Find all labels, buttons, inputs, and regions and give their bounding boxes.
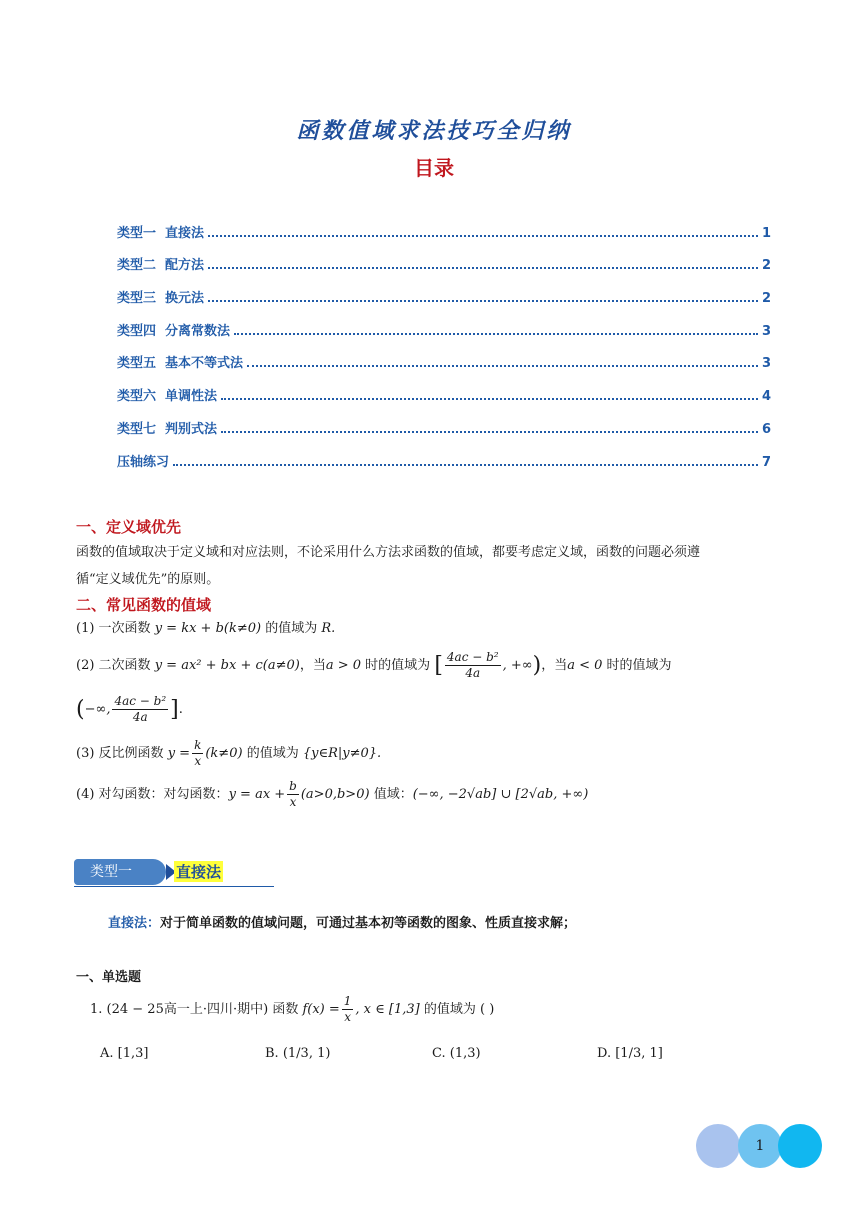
toc-item-page: 7 [761, 454, 771, 470]
fraction-denominator: 4a [465, 666, 481, 680]
math-expression: (a>0,b>0) [300, 787, 370, 802]
fraction-denominator: x [194, 754, 202, 768]
section-text-domain-first [76, 539, 796, 593]
item-text: . [178, 702, 183, 717]
toc-item-page: 3 [761, 356, 771, 372]
type-underline [74, 886, 274, 887]
toc-item-page: 1 [761, 225, 771, 241]
toc-item-label: 类型七 判别式法 [117, 421, 218, 437]
toc-item[interactable] [117, 241, 771, 274]
toc-item-label: 类型六 单调性法 [117, 389, 218, 405]
page-circle-right [778, 1124, 822, 1168]
toc-leader-dots [208, 267, 758, 269]
toc-item-label: 类型五 基本不等式法 [117, 356, 244, 372]
option-key: A. [100, 1046, 114, 1061]
math-expression: , x ∈ [1,3] [355, 1002, 420, 1017]
fraction-denominator: x [344, 1010, 351, 1024]
toc-leader-dots [234, 333, 758, 335]
item-label: (4) 对勾函数：对勾函数： [76, 787, 229, 802]
toc-item-label: 压轴练习 [117, 454, 170, 470]
toc-item-label: 类型二 配方法 [117, 258, 205, 274]
fraction-numerator: 1 [343, 994, 352, 1008]
document-title: 函数值域求法技巧全归纳 [296, 119, 572, 144]
section-heading-domain-first: 一、定义域优先 [76, 518, 182, 536]
math-expression: y = ax² + bx + c(a≠0) [154, 658, 300, 673]
item-label: (2) 二次函数 [76, 658, 151, 673]
question-section-heading: 一、单选题 [76, 970, 142, 985]
type-header [74, 858, 274, 888]
bracket-glyph: [ [434, 653, 443, 678]
fraction-numerator: 4ac − b² [114, 694, 167, 708]
toc-item[interactable] [117, 404, 771, 437]
option-c[interactable] [432, 1040, 481, 1067]
item-text: 值域： [373, 787, 413, 802]
question-text: 1. (24 − 25高一上·四川·期中) 函数 [90, 1002, 299, 1017]
option-a[interactable] [100, 1040, 149, 1067]
toc-item[interactable] [117, 306, 771, 339]
method-text: 对于简单函数的值域问题，可通过基本初等函数的图象、性质直接求解； [160, 916, 577, 931]
item-reciprocal-function [76, 738, 381, 769]
toc-item-page: 2 [761, 258, 771, 274]
math-expression: {y∈R|y≠0}. [302, 746, 382, 761]
math-expression: f(x) = [302, 1002, 340, 1017]
toc-heading: 目录 [414, 156, 454, 180]
page-number [738, 1124, 782, 1168]
type-name: 直接法 [176, 863, 222, 881]
fraction [445, 650, 501, 681]
fraction [287, 779, 299, 810]
toc-item[interactable] [117, 371, 771, 404]
math-expression: y = ax + [228, 787, 286, 802]
item-text: 的值域为 [265, 621, 318, 636]
fraction-numerator: k [194, 738, 202, 752]
option-key: D. [597, 1046, 612, 1061]
item-nike-function [76, 779, 588, 810]
option-value: (1/3, 1) [282, 1046, 331, 1061]
type-tag: 类型一 [74, 859, 166, 885]
toc-item-label: 类型一 直接法 [117, 225, 205, 241]
math-expression: (−∞, −2√ab] ∪ [2√ab, +∞) [412, 787, 589, 802]
method-description [108, 912, 576, 931]
toc-leader-dots [208, 300, 758, 302]
question-text: 的值域为 ( ) [423, 1002, 495, 1017]
fraction [112, 694, 168, 725]
question-stem [90, 994, 494, 1025]
bracket-glyph: ( [76, 697, 85, 722]
toc-item-label: 类型三 换元法 [117, 291, 205, 307]
paragraph-line: 函数的值域取决于定义域和对应法则，不论采用什么方法求函数的值域，都要考虑定义域，函数的问题必须遵 [76, 545, 701, 560]
option-b[interactable] [265, 1040, 330, 1067]
fraction [342, 994, 354, 1025]
toc-leader-dots [173, 464, 758, 466]
paragraph-line: 循“定义域优先”的原则。 [76, 572, 220, 587]
math-expression: R. [321, 621, 336, 636]
fraction [192, 738, 203, 769]
item-text: 时的值域为 [365, 658, 431, 673]
option-d[interactable] [597, 1040, 663, 1067]
item-quadratic-function [76, 650, 672, 681]
item-text: 的值域为 [246, 746, 299, 761]
fraction-denominator: x [289, 795, 297, 809]
math-expression: a > 0 [325, 658, 362, 673]
page-number-text: 1 [755, 1138, 765, 1154]
toc-leader-dots [247, 365, 758, 367]
item-label: (3) 反比例函数 [76, 746, 164, 761]
math-expression: −∞, [84, 702, 111, 717]
option-value: [1/3, 1] [615, 1046, 663, 1061]
toc-item-page: 6 [761, 421, 771, 437]
toc-leader-dots [221, 431, 758, 433]
math-expression: y = [167, 746, 191, 761]
math-expression: a < 0 [567, 658, 603, 673]
item-quadratic-function-cont [76, 694, 183, 725]
toc-item[interactable] [117, 208, 771, 241]
toc-item[interactable] [117, 273, 771, 306]
item-text: 时的值域为 [606, 658, 672, 673]
fraction-denominator: 4a [132, 710, 148, 724]
fraction-numerator: b [289, 779, 297, 793]
toc-leader-dots [208, 235, 758, 237]
page-circle-left [696, 1124, 740, 1168]
toc-item[interactable] [117, 339, 771, 372]
item-text: ，当 [541, 658, 568, 673]
bracket-glyph: ) [532, 653, 542, 678]
toc-item[interactable] [117, 437, 771, 470]
table-of-contents [117, 208, 771, 470]
toc-item-page: 2 [761, 291, 771, 307]
option-key: B. [265, 1046, 279, 1061]
option-value: [1,3] [117, 1046, 149, 1061]
section-heading-common-ranges: 二、常见函数的值域 [76, 596, 212, 614]
toc-item-page: 3 [761, 323, 771, 339]
method-label: 直接法： [108, 916, 161, 931]
item-linear-function [76, 615, 335, 642]
option-value: (1,3) [449, 1046, 481, 1061]
option-key: C. [432, 1046, 446, 1061]
toc-item-page: 4 [761, 389, 771, 405]
item-label: (1) 一次函数 [76, 621, 151, 636]
fraction-numerator: 4ac − b² [446, 650, 499, 664]
math-expression: , +∞ [502, 658, 533, 673]
math-expression: (k≠0) [205, 746, 243, 761]
math-expression: y = kx + b(k≠0) [154, 621, 262, 636]
toc-leader-dots [221, 398, 758, 400]
bracket-glyph: ] [170, 697, 179, 722]
item-text: ，当 [299, 658, 326, 673]
toc-item-label: 类型四 分离常数法 [117, 323, 231, 339]
